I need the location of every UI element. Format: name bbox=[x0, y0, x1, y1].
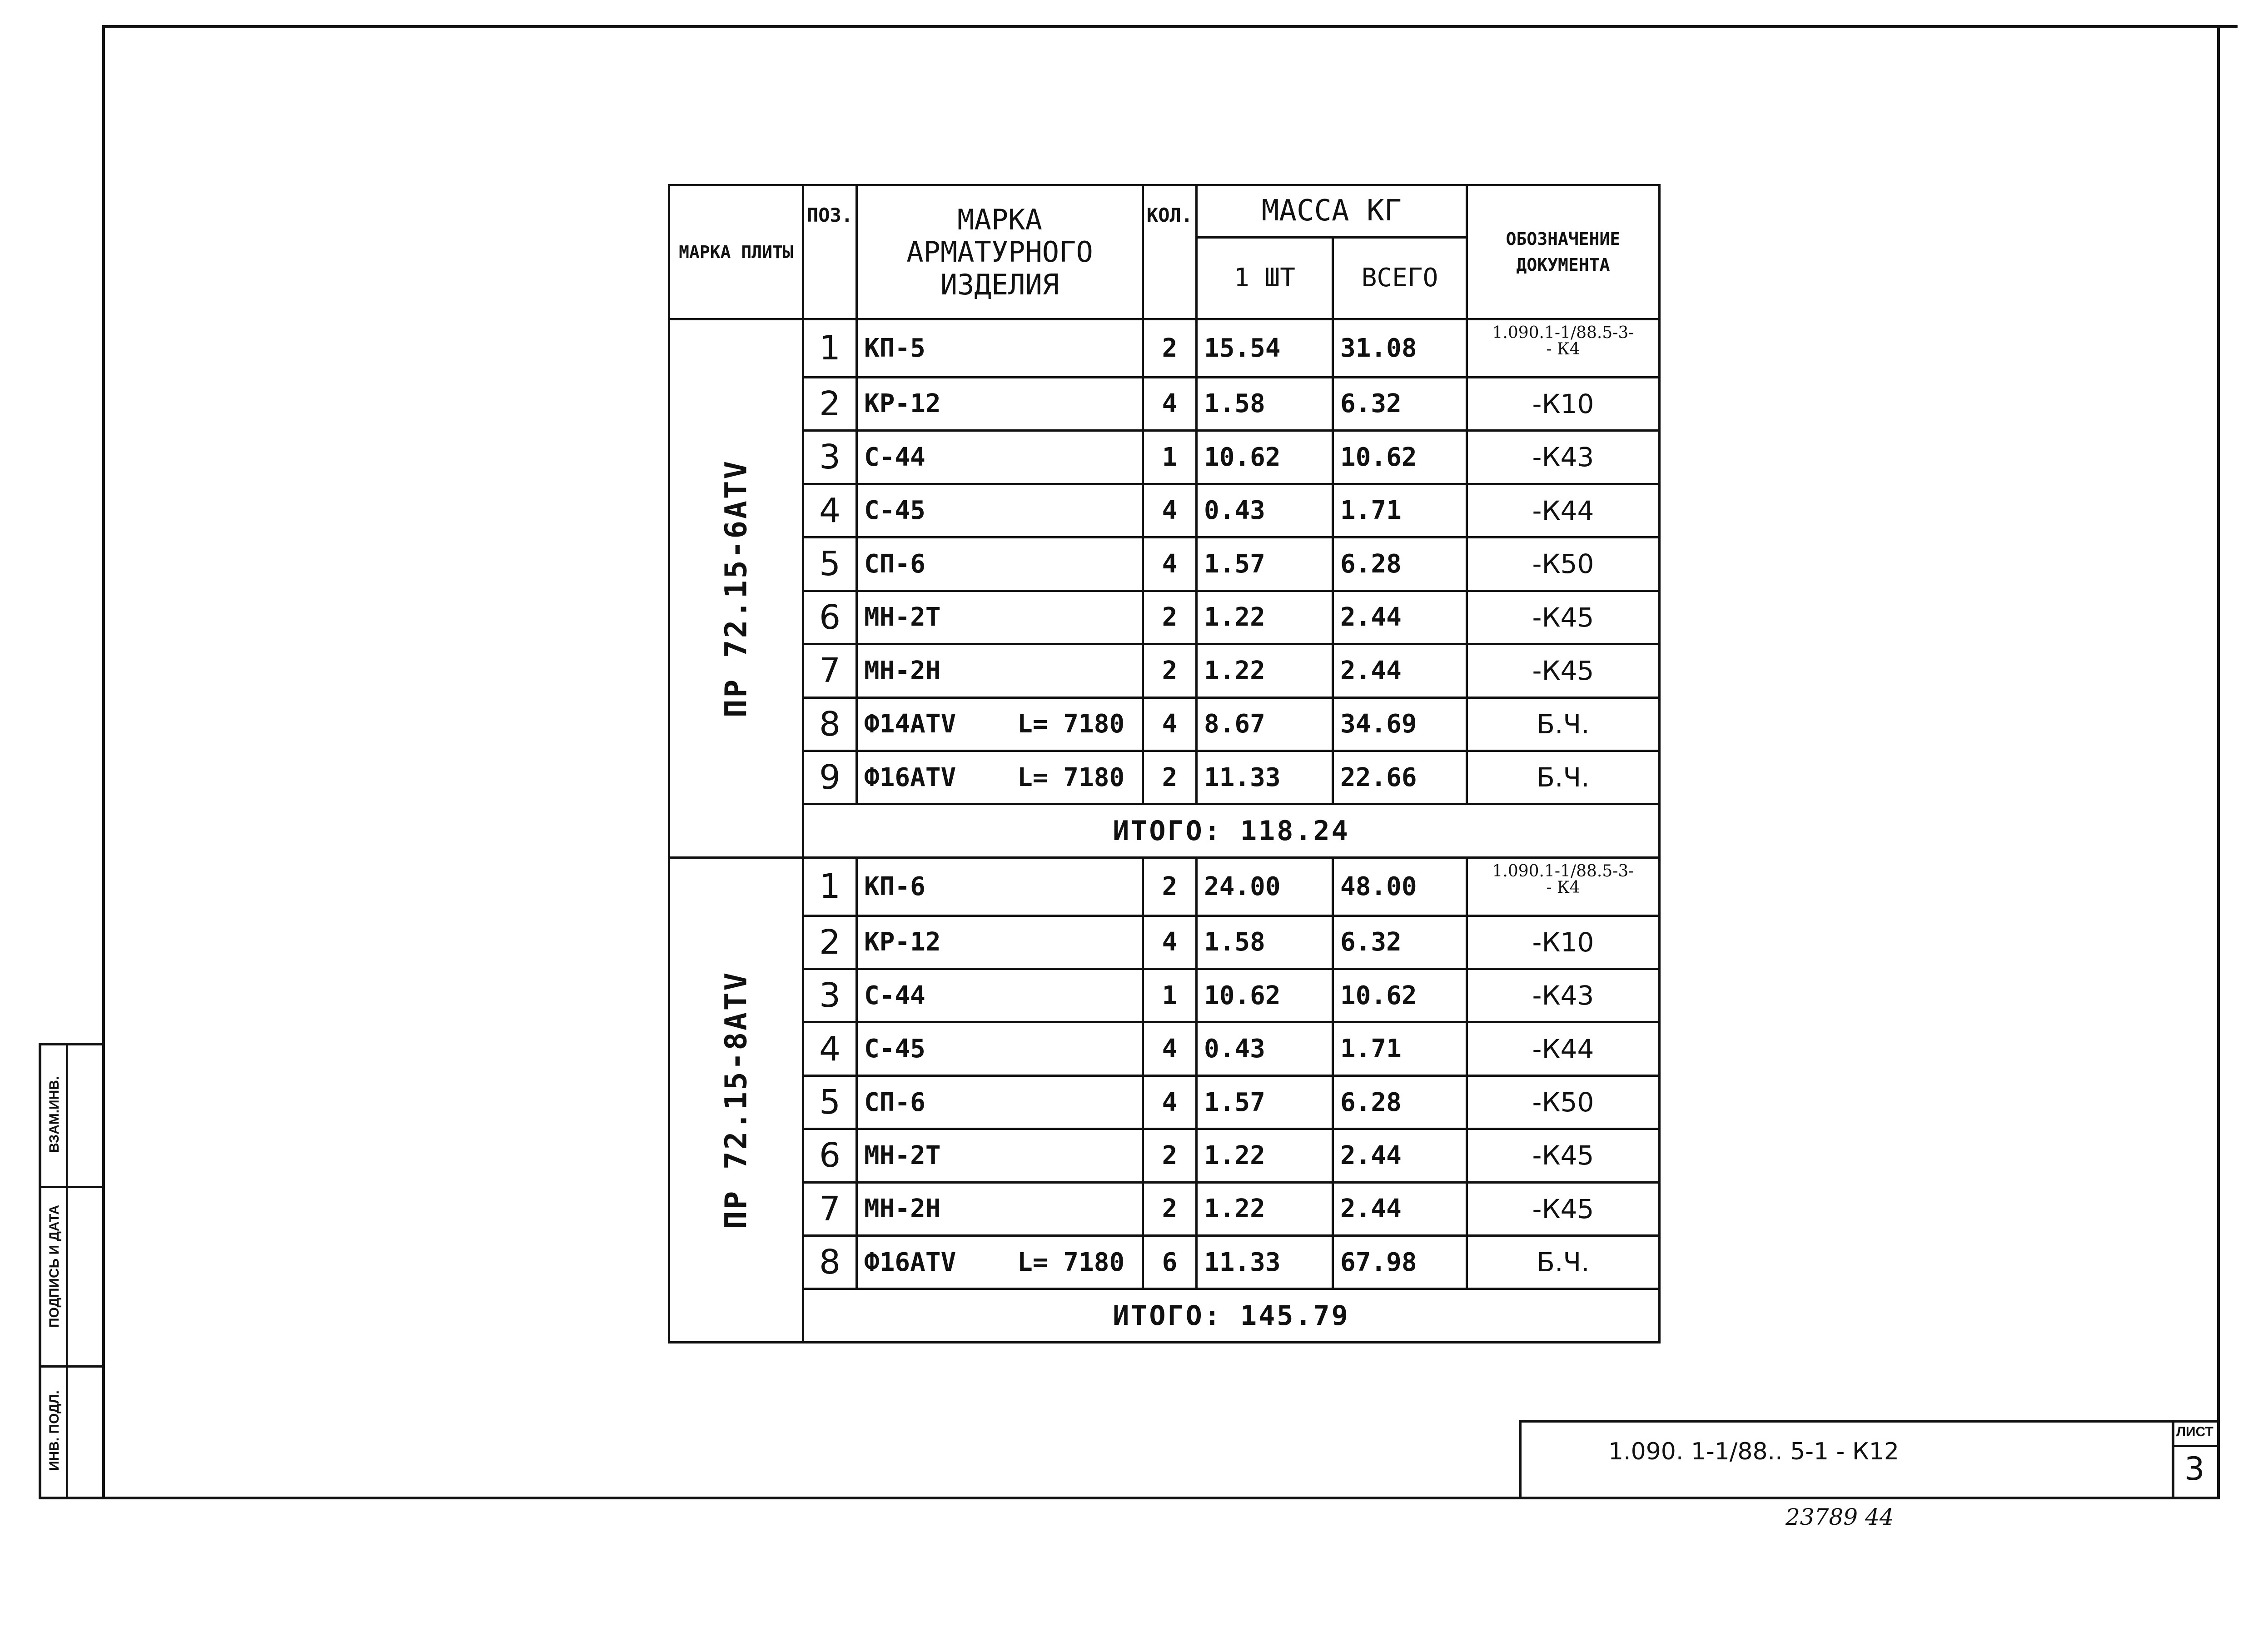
position-cell: 3 bbox=[803, 431, 857, 484]
quantity-cell: 4 bbox=[1143, 1022, 1197, 1075]
specification-table bbox=[668, 184, 1661, 1343]
table-row bbox=[669, 751, 1660, 804]
group-total: ИТОГО: 118.24 bbox=[803, 804, 1660, 858]
mass-total-cell: 22.66 bbox=[1333, 751, 1467, 804]
document-cell: -К10 bbox=[1467, 377, 1660, 430]
footer-handwritten-note: 23789 44 bbox=[1786, 1504, 1894, 1530]
total-row bbox=[669, 1289, 1660, 1343]
plate-mark: ПР 72.15-8АТV bbox=[718, 970, 754, 1229]
header-mass-one: 1 ШТ bbox=[1197, 238, 1333, 319]
rebar-mark-cell: Ф16АТV L= 7180 bbox=[857, 1236, 1143, 1289]
mass-one-cell: 1.22 bbox=[1197, 644, 1333, 697]
document-cell: 1.090.1-1/88.5-3- - К4 bbox=[1467, 319, 1660, 378]
mass-one-cell: 1.22 bbox=[1197, 1182, 1333, 1235]
rebar-mark-cell: КР-12 bbox=[857, 916, 1143, 969]
position-cell: 2 bbox=[803, 916, 857, 969]
rebar-mark-cell: МН-2Н bbox=[857, 644, 1143, 697]
quantity-cell: 1 bbox=[1143, 431, 1197, 484]
quantity-cell: 1 bbox=[1143, 969, 1197, 1022]
mass-total-cell: 48.00 bbox=[1333, 858, 1467, 916]
mass-total-cell: 31.08 bbox=[1333, 319, 1467, 378]
rebar-mark-cell: С-45 bbox=[857, 1022, 1143, 1075]
header-plate-mark: МАРКА ПЛИТЫ bbox=[669, 185, 803, 319]
mass-one-cell: 1.58 bbox=[1197, 916, 1333, 969]
table-row bbox=[669, 1022, 1660, 1075]
frame-right-line bbox=[2217, 25, 2220, 1499]
quantity-cell: 4 bbox=[1143, 1075, 1197, 1129]
mass-total-cell: 6.28 bbox=[1333, 537, 1467, 591]
position-cell: 4 bbox=[803, 1022, 857, 1075]
mass-one-cell: 11.33 bbox=[1197, 751, 1333, 804]
quantity-cell: 2 bbox=[1143, 858, 1197, 916]
header-pos: ПОЗ. bbox=[803, 185, 857, 319]
mass-total-cell: 2.44 bbox=[1333, 1129, 1467, 1182]
quantity-cell: 4 bbox=[1143, 537, 1197, 591]
document-cell: -К45 bbox=[1467, 644, 1660, 697]
rebar-mark-cell: СП-6 bbox=[857, 537, 1143, 591]
mass-one-cell: 1.22 bbox=[1197, 1129, 1333, 1182]
mass-total-cell: 1.71 bbox=[1333, 1022, 1467, 1075]
mass-total-cell: 6.32 bbox=[1333, 916, 1467, 969]
mass-one-cell: 1.58 bbox=[1197, 377, 1333, 430]
side-stamp-divider-2 bbox=[39, 1365, 105, 1368]
quantity-cell: 4 bbox=[1143, 484, 1197, 537]
quantity-cell: 2 bbox=[1143, 644, 1197, 697]
quantity-cell: 4 bbox=[1143, 916, 1197, 969]
mass-total-cell: 2.44 bbox=[1333, 1182, 1467, 1235]
mass-total-cell: 2.44 bbox=[1333, 591, 1467, 644]
table-row bbox=[669, 644, 1660, 697]
stamp-podpis-data: ПОДПИСЬ И ДАТА bbox=[47, 1204, 62, 1328]
position-cell: 9 bbox=[803, 751, 857, 804]
table-row bbox=[669, 591, 1660, 644]
document-cell: -К50 bbox=[1467, 1075, 1660, 1129]
stamp-inv-podl: ИНВ. ПОДЛ. bbox=[47, 1390, 62, 1471]
table-row bbox=[669, 697, 1660, 751]
quantity-cell: 2 bbox=[1143, 1182, 1197, 1235]
header-qty: КОЛ. bbox=[1143, 185, 1197, 319]
document-cell: Б.Ч. bbox=[1467, 1236, 1660, 1289]
plate-mark-cell bbox=[669, 319, 803, 858]
document-cell: 1.090.1-1/88.5-3- - К4 bbox=[1467, 858, 1660, 916]
document-cell: -К45 bbox=[1467, 591, 1660, 644]
mass-total-cell: 34.69 bbox=[1333, 697, 1467, 751]
table-row bbox=[669, 1075, 1660, 1129]
rebar-mark-cell: КР-12 bbox=[857, 377, 1143, 430]
position-cell: 1 bbox=[803, 319, 857, 378]
rebar-mark-cell: МН-2Н bbox=[857, 1182, 1143, 1235]
mass-one-cell: 0.43 bbox=[1197, 484, 1333, 537]
sheet-label: ЛИСТ bbox=[2176, 1424, 2213, 1439]
document-cell: -К44 bbox=[1467, 484, 1660, 537]
position-cell: 6 bbox=[803, 1129, 857, 1182]
position-cell: 7 bbox=[803, 644, 857, 697]
document-code: 1.090. 1-1/88.. 5-1 - К12 bbox=[1608, 1438, 1899, 1465]
header-mass: МАССА КГ bbox=[1197, 185, 1467, 238]
quantity-cell: 4 bbox=[1143, 697, 1197, 751]
document-cell: -К43 bbox=[1467, 431, 1660, 484]
table-row bbox=[669, 1236, 1660, 1289]
position-cell: 5 bbox=[803, 537, 857, 591]
header-mass-total: ВСЕГО bbox=[1333, 238, 1467, 319]
rebar-mark-cell: МН-2Т bbox=[857, 1129, 1143, 1182]
mass-one-cell: 10.62 bbox=[1197, 969, 1333, 1022]
mass-one-cell: 24.00 bbox=[1197, 858, 1333, 916]
position-cell: 3 bbox=[803, 969, 857, 1022]
side-stamp-column bbox=[66, 1043, 68, 1499]
document-cell: -К45 bbox=[1467, 1129, 1660, 1182]
position-cell: 4 bbox=[803, 484, 857, 537]
table-row bbox=[669, 537, 1660, 591]
rebar-mark-cell: КП-6 bbox=[857, 858, 1143, 916]
title-block-sheet-hline bbox=[2172, 1445, 2220, 1447]
rebar-mark-cell: МН-2Т bbox=[857, 591, 1143, 644]
table-row bbox=[669, 484, 1660, 537]
mass-total-cell: 1.71 bbox=[1333, 484, 1467, 537]
rebar-mark-cell: СП-6 bbox=[857, 1075, 1143, 1129]
document-cell: -К44 bbox=[1467, 1022, 1660, 1075]
table-row bbox=[669, 969, 1660, 1022]
mass-one-cell: 1.57 bbox=[1197, 1075, 1333, 1129]
mass-total-cell: 2.44 bbox=[1333, 644, 1467, 697]
mass-total-cell: 67.98 bbox=[1333, 1236, 1467, 1289]
document-cell: -К45 bbox=[1467, 1182, 1660, 1235]
rebar-mark-cell: С-45 bbox=[857, 484, 1143, 537]
plate-mark-cell bbox=[669, 858, 803, 1343]
table-row bbox=[669, 319, 1660, 378]
header-doc: ОБОЗНАЧЕНИЕ ДОКУМЕНТА bbox=[1467, 185, 1660, 319]
position-cell: 1 bbox=[803, 858, 857, 916]
mass-total-cell: 10.62 bbox=[1333, 431, 1467, 484]
side-stamp-divider-1 bbox=[39, 1186, 105, 1188]
document-cell: -К50 bbox=[1467, 537, 1660, 591]
quantity-cell: 2 bbox=[1143, 319, 1197, 378]
rebar-mark-cell: КП-5 bbox=[857, 319, 1143, 378]
mass-one-cell: 10.62 bbox=[1197, 431, 1333, 484]
position-cell: 8 bbox=[803, 697, 857, 751]
mass-total-cell: 6.32 bbox=[1333, 377, 1467, 430]
quantity-cell: 2 bbox=[1143, 751, 1197, 804]
quantity-cell: 4 bbox=[1143, 377, 1197, 430]
title-block-sheet-divider bbox=[2172, 1420, 2174, 1499]
table-row bbox=[669, 377, 1660, 430]
table-row bbox=[669, 431, 1660, 484]
table-row bbox=[669, 916, 1660, 969]
document-cell: Б.Ч. bbox=[1467, 697, 1660, 751]
mass-one-cell: 1.57 bbox=[1197, 537, 1333, 591]
total-row bbox=[669, 804, 1660, 858]
group-total: ИТОГО: 145.79 bbox=[803, 1289, 1660, 1343]
position-cell: 5 bbox=[803, 1075, 857, 1129]
plate-mark: ПР 72.15-6АТV bbox=[718, 459, 754, 718]
mass-one-cell: 8.67 bbox=[1197, 697, 1333, 751]
document-cell: -К10 bbox=[1467, 916, 1660, 969]
document-cell: -К43 bbox=[1467, 969, 1660, 1022]
stamp-vzam-inv: ВЗАМ.ИНВ. bbox=[47, 1076, 62, 1153]
position-cell: 8 bbox=[803, 1236, 857, 1289]
position-cell: 7 bbox=[803, 1182, 857, 1235]
table-row bbox=[669, 1129, 1660, 1182]
mass-total-cell: 6.28 bbox=[1333, 1075, 1467, 1129]
position-cell: 2 bbox=[803, 377, 857, 430]
mass-total-cell: 10.62 bbox=[1333, 969, 1467, 1022]
quantity-cell: 2 bbox=[1143, 1129, 1197, 1182]
quantity-cell: 6 bbox=[1143, 1236, 1197, 1289]
header-rebar-mark: МАРКА АРМАТУРНОГО ИЗДЕЛИЯ bbox=[857, 185, 1143, 319]
table-row bbox=[669, 858, 1660, 916]
rebar-mark-cell: Ф14АТV L= 7180 bbox=[857, 697, 1143, 751]
quantity-cell: 2 bbox=[1143, 591, 1197, 644]
mass-one-cell: 15.54 bbox=[1197, 319, 1333, 378]
position-cell: 6 bbox=[803, 591, 857, 644]
table-row bbox=[669, 1182, 1660, 1235]
rebar-mark-cell: С-44 bbox=[857, 431, 1143, 484]
document-cell: Б.Ч. bbox=[1467, 751, 1660, 804]
mass-one-cell: 0.43 bbox=[1197, 1022, 1333, 1075]
sheet-number: 3 bbox=[2184, 1450, 2205, 1488]
frame-top-line bbox=[102, 25, 2238, 28]
mass-one-cell: 1.22 bbox=[1197, 591, 1333, 644]
rebar-mark-cell: Ф16АТV L= 7180 bbox=[857, 751, 1143, 804]
rebar-mark-cell: С-44 bbox=[857, 969, 1143, 1022]
mass-one-cell: 11.33 bbox=[1197, 1236, 1333, 1289]
